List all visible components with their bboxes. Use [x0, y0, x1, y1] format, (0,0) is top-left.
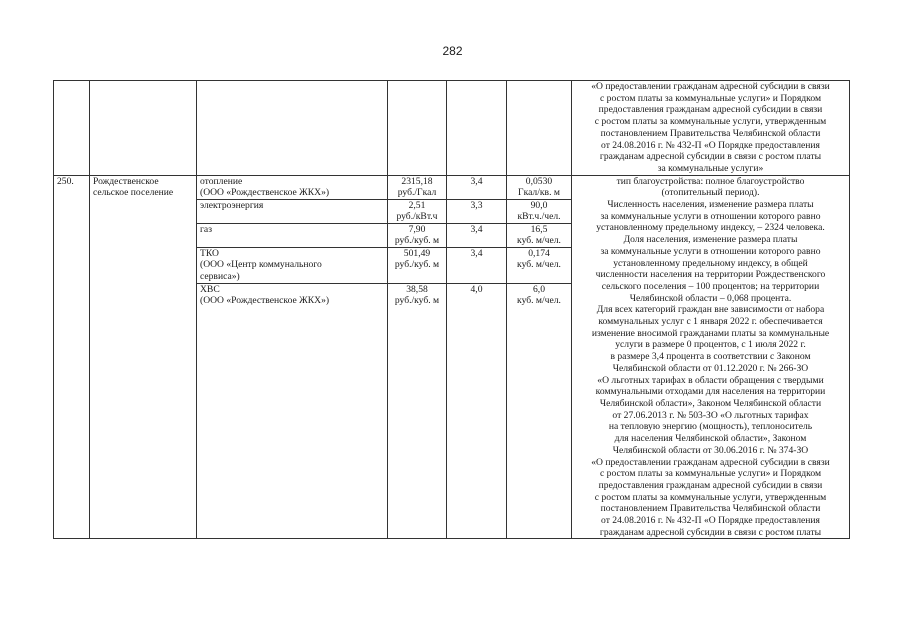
tariff-value: руб./кВт.ч [396, 211, 438, 223]
cell-empty [388, 81, 447, 176]
service-cell [447, 176, 506, 200]
text-line: Челябинской области – 0,068 процента. [629, 292, 792, 304]
service-name: (ООО «Центр коммунального [200, 259, 322, 271]
text-line: предоставления гражданам адресной субсидии в связи [598, 104, 823, 116]
service-cell [197, 284, 387, 320]
text-line: коммунальными отходами для населения на территории [595, 386, 826, 398]
tariff-value: руб./куб. м [394, 259, 440, 271]
service-cell [197, 248, 387, 284]
description-text [572, 175, 850, 539]
index-value: 3,3 [470, 199, 483, 211]
index-value: 3,4 [470, 175, 483, 187]
indices [447, 175, 507, 539]
cell-empty [197, 81, 388, 176]
service-cell [197, 176, 387, 200]
text-line: от 24.08.2016 г. № 432-П «О Порядке предоставления [601, 139, 820, 151]
tariff-value: 38,58 [406, 283, 428, 295]
continuation-text [572, 81, 850, 176]
cell-empty [90, 81, 197, 176]
tariffs [388, 175, 447, 539]
text-line: изменение вносимой гражданами платы за коммунальные [591, 327, 830, 339]
cell-empty [447, 81, 507, 176]
text-line: с ростом платы за коммунальные услуги, утвержденным [594, 491, 827, 503]
text-line: Доля населения, изменение размера платы [623, 234, 798, 246]
text-line: «О предоставлении гражданам адресной субсидии в связи [591, 456, 830, 468]
text-line: «О предоставлении гражданам адресной субсидии в связи [591, 81, 830, 92]
service-name: электроэнергия [200, 199, 264, 211]
service-name: газ [200, 223, 212, 235]
text-line: в размере 3,4 процента в соответствии с Законом [610, 351, 811, 363]
service-name: ХВС [200, 283, 220, 295]
text-line: от 27.06.2013 г. № 503-ЗО «О льготных тарифах [612, 409, 809, 421]
settlement-line: сельское поселение [93, 187, 174, 199]
text-line: предоставления гражданам адресной субсидии в связи [598, 479, 823, 491]
settlement-line: Рождественское [93, 175, 159, 187]
text-line: постановлением Правительства Челябинской области [600, 127, 821, 139]
service-cell [507, 248, 571, 284]
text-line: за коммунальные услуги» [657, 162, 764, 174]
service-cell [507, 176, 571, 200]
text-line: постановлением Правительства Челябинской области [600, 503, 821, 515]
service-cell [197, 200, 387, 224]
tariff-value: руб./Гкал [397, 187, 437, 199]
cell-empty [507, 81, 572, 176]
tariff-value: 7,90 [408, 223, 426, 235]
text-line: Челябинской области от 30.06.2016 г. № 374-ЗО [612, 444, 809, 456]
tariff-table [53, 80, 850, 539]
text-line: услуги в размере 0 процентов, с 1 июля 2022 г. [615, 339, 806, 351]
text-line: сельского поселения – 100 процентов; на территории [601, 280, 820, 292]
tariff-value: 2315,18 [401, 175, 433, 187]
service-name: отопление [200, 175, 243, 187]
service-name: (ООО «Рождественское ЖКХ») [200, 187, 330, 199]
norm-value: куб. м/чел. [517, 259, 561, 271]
service-name: ТКО [200, 247, 219, 259]
tariff-value: руб./куб. м [394, 235, 440, 247]
service-cell [197, 224, 387, 248]
text-line: с ростом платы за коммунальные услуги» и Порядком [599, 468, 822, 480]
service-cell [388, 200, 446, 224]
cell-empty [54, 81, 90, 176]
text-line: гражданам адресной субсидии в связи с ростом платы [599, 526, 822, 538]
text-line: Численность населения, изменение размера платы [607, 199, 814, 211]
text-line: численности населения на территории Рождественского [595, 269, 826, 281]
text-line: гражданам адресной субсидии в связи с ростом платы [599, 151, 822, 163]
norm-value: 0,0530 [525, 175, 553, 187]
service-cell [388, 284, 446, 320]
service-cell [507, 284, 571, 320]
tariff-value: руб./куб. м [394, 295, 440, 307]
service-cell [447, 224, 506, 248]
norms [507, 175, 572, 539]
text-line: коммунальных услуг с 1 января 2022 г. обеспечивается [598, 316, 823, 328]
text-line: от 24.08.2016 г. № 432-П «О Порядке предоставления [601, 515, 820, 527]
table-row [54, 175, 850, 539]
text-line: на тепловую энергию (мощность), теплоноситель [608, 421, 813, 433]
index-value: 4,0 [470, 283, 483, 295]
row-number: 250. [54, 175, 90, 539]
text-line: (отопительный период). [661, 187, 760, 199]
tariff-value: 501,49 [403, 247, 431, 259]
service-name: сервиса») [200, 271, 240, 283]
norm-value: 16,5 [530, 223, 548, 235]
text-line: с ростом платы за коммунальные услуги, утвержденным [594, 116, 827, 128]
index-value: 3,4 [470, 223, 483, 235]
page-number: 282 [442, 44, 463, 58]
text-line: Для всех категорий граждан вне зависимости от набора [596, 304, 825, 316]
service-cell [447, 248, 506, 284]
service-cell [388, 224, 446, 248]
text-line: «О льготных тарифах в области обращения с твердыми [597, 374, 824, 386]
service-name: (ООО «Рождественское ЖКХ») [200, 295, 330, 307]
continuation-row [54, 81, 850, 176]
service-names [197, 175, 388, 539]
text-line: за коммунальные услуги в отношении которого равно [600, 210, 821, 222]
norm-value: кВт.ч./чел. [517, 211, 561, 223]
index-value: 3,4 [470, 247, 483, 259]
text-line: установленному предельному индексу, в общей [613, 257, 808, 269]
service-cell [507, 200, 571, 224]
service-cell [507, 224, 571, 248]
tariff-value: 2,51 [408, 199, 426, 211]
text-line: за коммунальные услуги в отношении которого равно [600, 245, 821, 257]
norm-value: куб. м/чел. [517, 235, 561, 247]
norm-value: 6,0 [533, 283, 545, 295]
service-cell [447, 200, 506, 224]
norm-value: 0,174 [528, 247, 550, 259]
service-cell [447, 284, 506, 320]
text-line: установленному предельному индексу, – 2324 человека. [596, 222, 825, 234]
text-line: с ростом платы за коммунальные услуги» и Порядком [599, 92, 822, 104]
service-cell [388, 176, 446, 200]
norm-value: Гкал/кв. м [518, 187, 560, 199]
settlement-name [90, 175, 197, 539]
service-cell [388, 248, 446, 284]
norm-value: куб. м/чел. [517, 295, 561, 307]
norm-value: 90,0 [530, 199, 548, 211]
text-line: Челябинской области», Законом Челябинской области [599, 397, 822, 409]
text-line: для населения Челябинской области», Законом [614, 433, 807, 445]
text-line: тип благоустройства: полное благоустройство [616, 175, 805, 187]
text-line: Челябинской области от 01.12.2020 г. № 266-ЗО [612, 362, 809, 374]
